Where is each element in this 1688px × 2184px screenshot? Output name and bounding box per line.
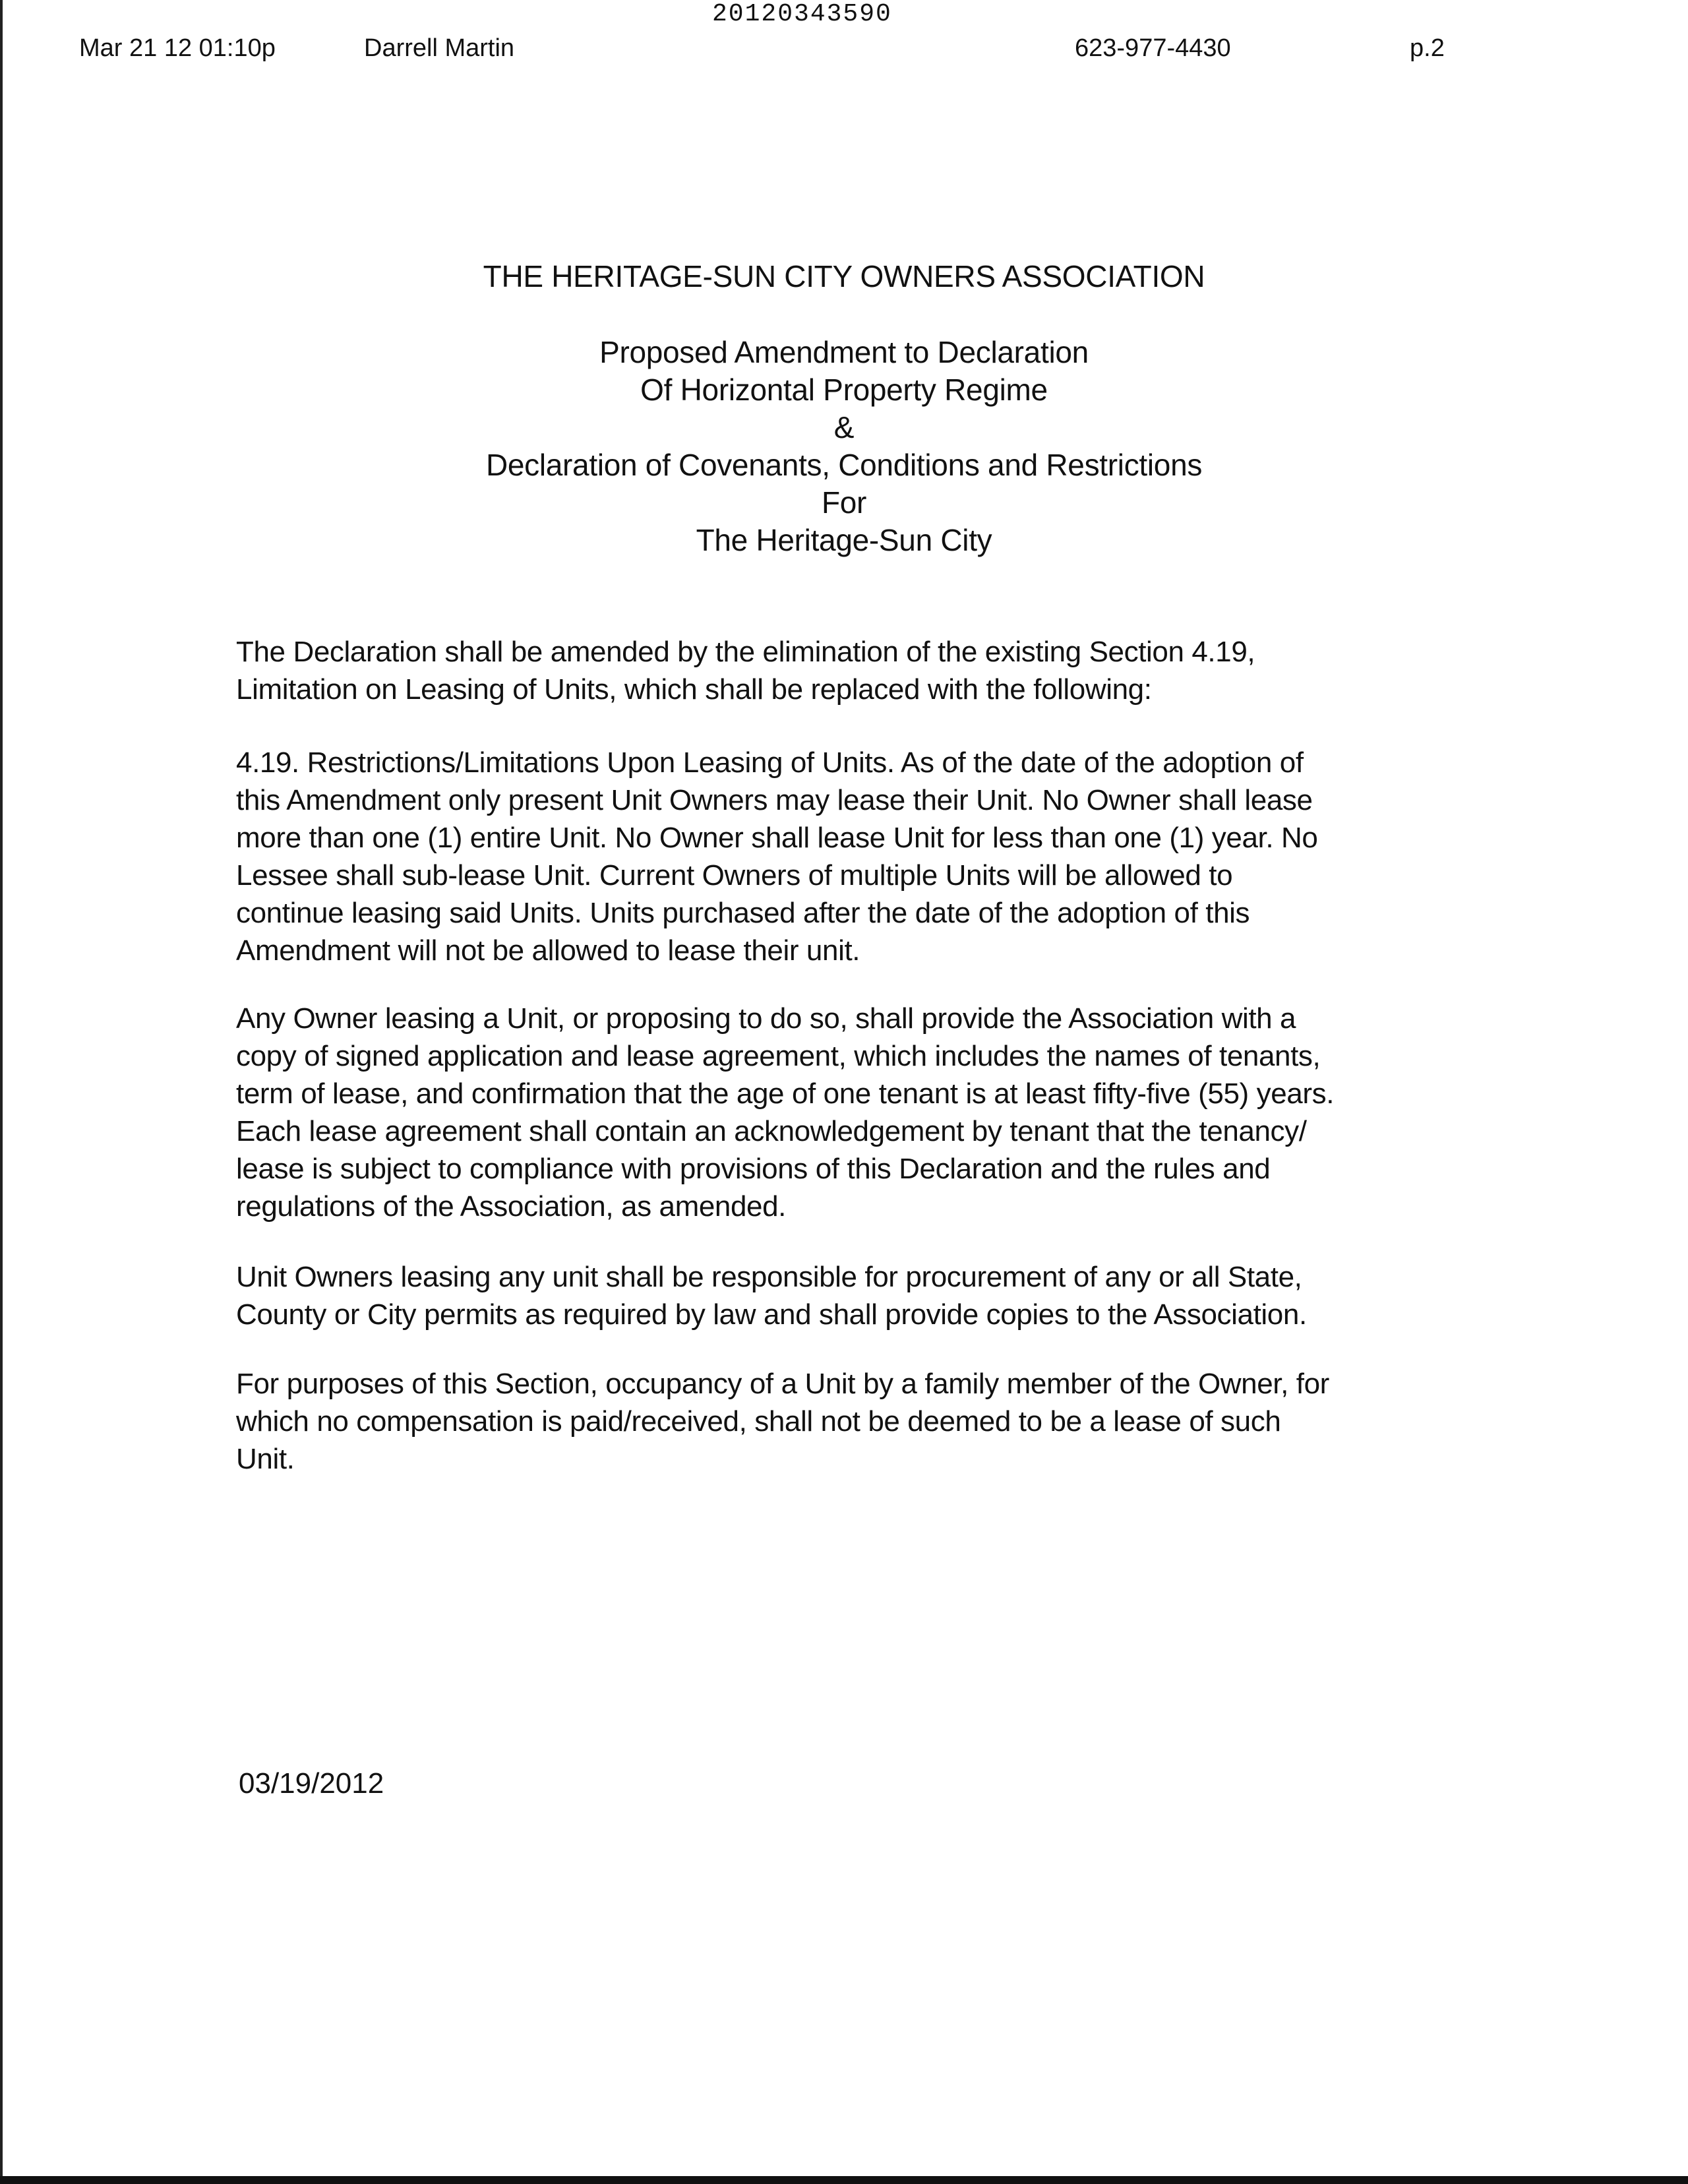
subtitle-line: Proposed Amendment to Declaration [599,335,1089,369]
subtitle-line: & [833,410,855,444]
text-line: continue leasing said Units. Units purchased after the date of the adoption of this [236,897,1250,929]
fax-page-number: p.2 [1410,34,1445,62]
intro-paragraph [236,633,1489,708]
text-line: copy of signed application and lease agreement, which includes the names of tenants, [236,1040,1321,1072]
text-line: Any Owner leasing a Unit, or proposing to do so, shall provide the Association with a [236,1002,1296,1035]
subtitle-line: Declaration of Covenants, Conditions and Restrictions [485,448,1203,482]
subtitle-line: Of Horizontal Property Regime [640,373,1048,407]
fax-sender: Darrell Martin [364,34,515,62]
fax-phone: 623-977-4430 [1075,34,1231,62]
scan-bottom-edge [0,2176,1688,2184]
recording-number: 20120343590 [712,0,892,28]
fax-date: Mar 21 12 01:10p [79,34,276,62]
family-exception-paragraph [236,1365,1489,1478]
text-line: more than one (1) entire Unit. No Owner shall lease Unit for less than one (1) year. No [236,822,1318,854]
document-title: THE HERITAGE-SUN CITY OWNERS ASSOCIATION [483,259,1205,293]
document-date: 03/19/2012 [239,1767,384,1800]
subtitle-line: For [821,485,867,520]
text-line: Each lease agreement shall contain an acknowledgement by tenant that the tenancy/ [236,1115,1307,1147]
document-subtitle [0,334,1688,559]
text-line: which no compensation is paid/received, shall not be deemed to be a lease of such [236,1405,1281,1438]
text-line: lease is subject to compliance with provisions of this Declaration and the rules and [236,1153,1271,1185]
section-4-19-paragraph [236,744,1489,969]
scan-left-edge [0,0,3,2184]
text-line: Amendment will not be allowed to lease their unit. [236,934,860,967]
text-line: 4.19. Restrictions/Limitations Upon Leasing of Units. As of the date of the adoption of [236,746,1304,779]
text-line: The Declaration shall be amended by the elimination of the existing Section 4.19, [236,636,1255,668]
text-line: regulations of the Association, as amended. [236,1190,787,1223]
subtitle-line: The Heritage-Sun City [696,523,992,557]
text-line: Lessee shall sub-lease Unit. Current Owners of multiple Units will be allowed to [236,859,1233,892]
lease-requirements-paragraph [236,1000,1489,1225]
text-line: County or City permits as required by law and shall provide copies to the Association. [236,1298,1307,1331]
permits-paragraph [236,1258,1489,1333]
text-line: Limitation on Leasing of Units, which shall be replaced with the following: [236,673,1152,706]
text-line: For purposes of this Section, occupancy of a Unit by a family member of the Owner, for [236,1368,1329,1400]
text-line: Unit Owners leasing any unit shall be responsible for procurement of any or all State, [236,1261,1302,1293]
text-line: term of lease, and confirmation that the age of one tenant is at least fifty-five (55) years. [236,1077,1335,1110]
text-line: Unit. [236,1443,295,1475]
text-line: this Amendment only present Unit Owners may lease their Unit. No Owner shall lease [236,784,1313,816]
